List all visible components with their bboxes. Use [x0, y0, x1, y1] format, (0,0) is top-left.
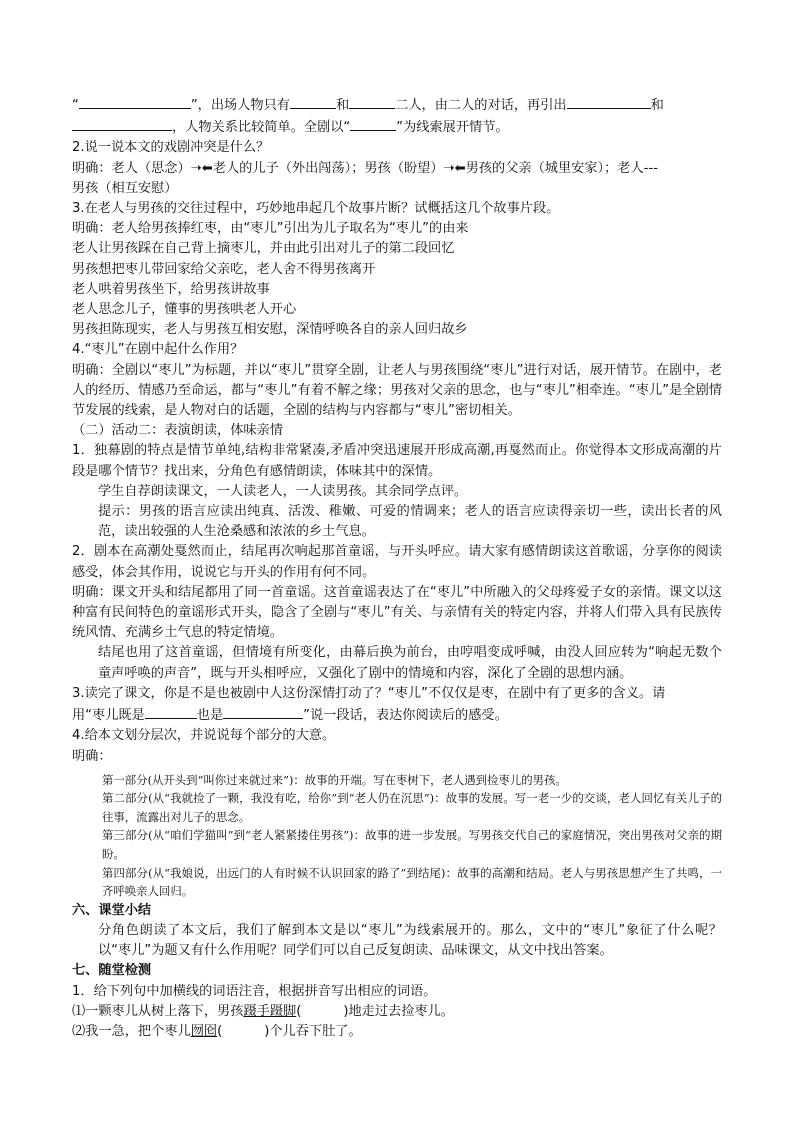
text: )个儿吞下肚了。: [264, 1024, 362, 1040]
answer-3-item: 明确：老人给男孩捧红枣，由“枣儿”引出为儿子取名为“枣儿”的由来: [72, 221, 469, 237]
part-3-summary: 第三部分(从“咱们学猫叫”到“老人紧紧搂住男孩”)：故事的进一步发展。写男孩交代自己的家庭情况，突出男孩对父亲的期盼。: [102, 828, 722, 862]
answer-3-item: 老人让男孩踩在自己背上摘枣儿，并由此引出对儿子的第二段回忆: [72, 241, 455, 257]
text: 二人，由二人的对话，再引出: [395, 98, 567, 113]
section-3-line-1: 3.读完了课文，你是不是也被剧中人这份深情打动了？“枣儿”不仅仅是枣，在剧中有了更多的含义。请: [72, 685, 666, 701]
fill-blank[interactable]: [79, 94, 191, 109]
section-3-line-2: [72, 704, 722, 726]
question-2: 2.说一说本文的戏剧冲突是什么？: [72, 140, 270, 156]
text: (: [296, 1003, 302, 1019]
text: ”，出场人物只有: [190, 98, 290, 113]
text: )地走过去捡枣儿。: [343, 1003, 454, 1019]
fill-blank[interactable]: [567, 94, 651, 109]
section-2-answer-cont: 结尾也用了这首童谣，但情境有所变化，由幕后换为前台，由哼唱变成呼喊，由没人回应转为“响起无数个童声呼唤的声音”，既与开头相呼应，又强化了剧中的情境和内容，深化了全剧的思想内涵。: [98, 645, 722, 681]
part-2-summary: 第二部分(从“我就捡了一颗，我没有吃，给你”到“老人仍在沉思”)：故事的发展。写一老一少的交谈，老人回忆有关儿子的往事，流露出对儿子的思念。: [102, 791, 722, 824]
question-4: 4.“枣儿”在剧中起什么作用？: [72, 342, 244, 358]
text: ”说一段话，表达你阅读后的感受。: [303, 708, 508, 724]
underlined-word: 囫囵: [190, 1024, 218, 1040]
section-4-question: 4.给本文划分层次，并说说每个部分的大意。: [72, 728, 336, 744]
answer-4: 明确：全剧以“枣儿”为标题，并以“枣儿”贯穿全剧，让老人与男孩围绕“枣儿”进行对话，展开情节。在剧中，老人的经历、情感乃至命运，都与“枣儿”有着不解之缘；男孩对父亲的思念，也与“枣儿”相牵连。“枣儿”是全剧情节发展的线索，是人物对白的话题，全剧的结构与内容都与“枣儿”密切相关。: [72, 362, 722, 419]
section-1-practice: 学生自荐朗读课文，一人读老人，一人读男孩。其余同学点评。: [98, 483, 468, 499]
text: 用“枣儿既是: [72, 708, 145, 724]
answer-3-item: 男孩担陈现实，老人与男孩互相安慰，深情呼唤各自的亲人回归故乡: [72, 322, 468, 338]
intro-line-2: [72, 116, 722, 138]
text: 也是: [196, 708, 224, 724]
activity-2-heading: （二）活动二：表演朗读，体味亲情: [72, 423, 283, 439]
text: 和: [336, 98, 350, 113]
fill-blank[interactable]: [350, 116, 396, 131]
fill-blank[interactable]: [290, 94, 336, 109]
test-1-item-1: [72, 1002, 722, 1022]
question-3: 3.在老人与男孩的交往过程中，巧妙地串起几个故事片断？试概括这几个故事片段。: [72, 201, 560, 217]
answer-3-item: 老人思念儿子，懂事的男孩哄老人开心: [72, 302, 297, 318]
answer-3-item: 老人哄着男孩坐下，给男孩讲故事: [72, 281, 270, 297]
section-1-hint: 提示：男孩的语言应读出纯真、活泼、稚嫩、可爱的情调来；老人的语言应读得亲切一些，读出长者的风范，读出较强的人生沧桑感和浓浓的乡土气息。: [98, 504, 722, 540]
intro-line-1: [72, 94, 722, 116]
heading-6: 六、课堂小结: [72, 902, 152, 918]
test-1-item-2: [72, 1022, 722, 1042]
answer-2-line-1: 明确：老人（思念）➝⬅老人的儿子（外出闯荡）；男孩（盼望）➝⬅男孩的父亲（城里安家）；老人---: [72, 160, 658, 176]
section-2-answer: 明确：课文开头和结尾都用了同一首童谣。这首童谣表达了在“枣儿”中所融入的父母疼爱子女的亲情。课文以这种富有民间特色的童谣形式开头，隐含了全剧与“枣儿”有关、与亲情有关的特定内容，并将人们带入具有民族传统风情、充满乡土气息的特定情境。: [72, 584, 722, 641]
text: ⑵我一急，把个枣儿: [72, 1024, 191, 1040]
section-4-answer-label: 明确：: [72, 748, 112, 764]
part-4-summary: 第四部分(从“我娘说，出远门的人有时候不认识回家的路了”到结尾)：故事的高潮和结局。老人与男孩思想产生了共鸣，一齐呼唤亲人回归。: [102, 865, 722, 899]
answer-3-item: 男孩想把枣儿带回家给父亲吃，老人舍不得男孩离开: [72, 261, 376, 277]
text: ⑴一颗枣儿从树上落下，男孩: [72, 1003, 244, 1019]
heading-7: 七、随堂检测: [72, 963, 152, 979]
document-page: [72, 94, 722, 1042]
part-1-summary: 第一部分(从开头到“叫你过来就过来”)：故事的开端。写在枣树下，老人遇到捡枣儿的男孩。: [102, 772, 567, 787]
fill-blank[interactable]: [145, 704, 197, 719]
section-2-question: 2．剧本在高潮处戛然而止，结尾再次响起那首童谣，与开头呼应。请大家有感情朗读这首歌谣，分享你的阅读感受，体会其作用，说说它与开头的作用有何不同。: [72, 544, 722, 580]
test-1-question: 1．给下列句中加横线的词语注音，根据拼音写出相应的词语。: [72, 983, 437, 999]
text: 和: [650, 98, 664, 113]
fill-blank[interactable]: [72, 116, 172, 131]
text: ”为线索展开情节。: [396, 120, 509, 136]
fill-blank[interactable]: [223, 704, 303, 719]
class-summary: 分角色朗读了本文后，我们了解到本文是以“枣儿”为线索展开的。那么，文中的“枣儿”象征了什么呢？以“枣儿”为题又有什么作用呢？同学们可以自己反复朗读、品味课文，从文中找出答案。: [98, 923, 722, 959]
answer-2-line-2: 男孩（相互安慰）: [72, 180, 178, 196]
section-1-question: 1．独幕剧的特点是情节单纯,结构非常紧凑,矛盾冲突迅速展开形成高潮,再戛然而止。你觉得本文形成高潮的片段是哪个情节？找出来，分角色有感情朗读，体味其中的深情。: [72, 443, 722, 479]
text: (: [217, 1024, 223, 1040]
underlined-word: 蹑手蹑脚: [243, 1003, 297, 1019]
text: “: [72, 98, 79, 113]
fill-blank[interactable]: [349, 94, 395, 109]
text: ，人物关系比较简单。全剧以“: [172, 120, 351, 136]
